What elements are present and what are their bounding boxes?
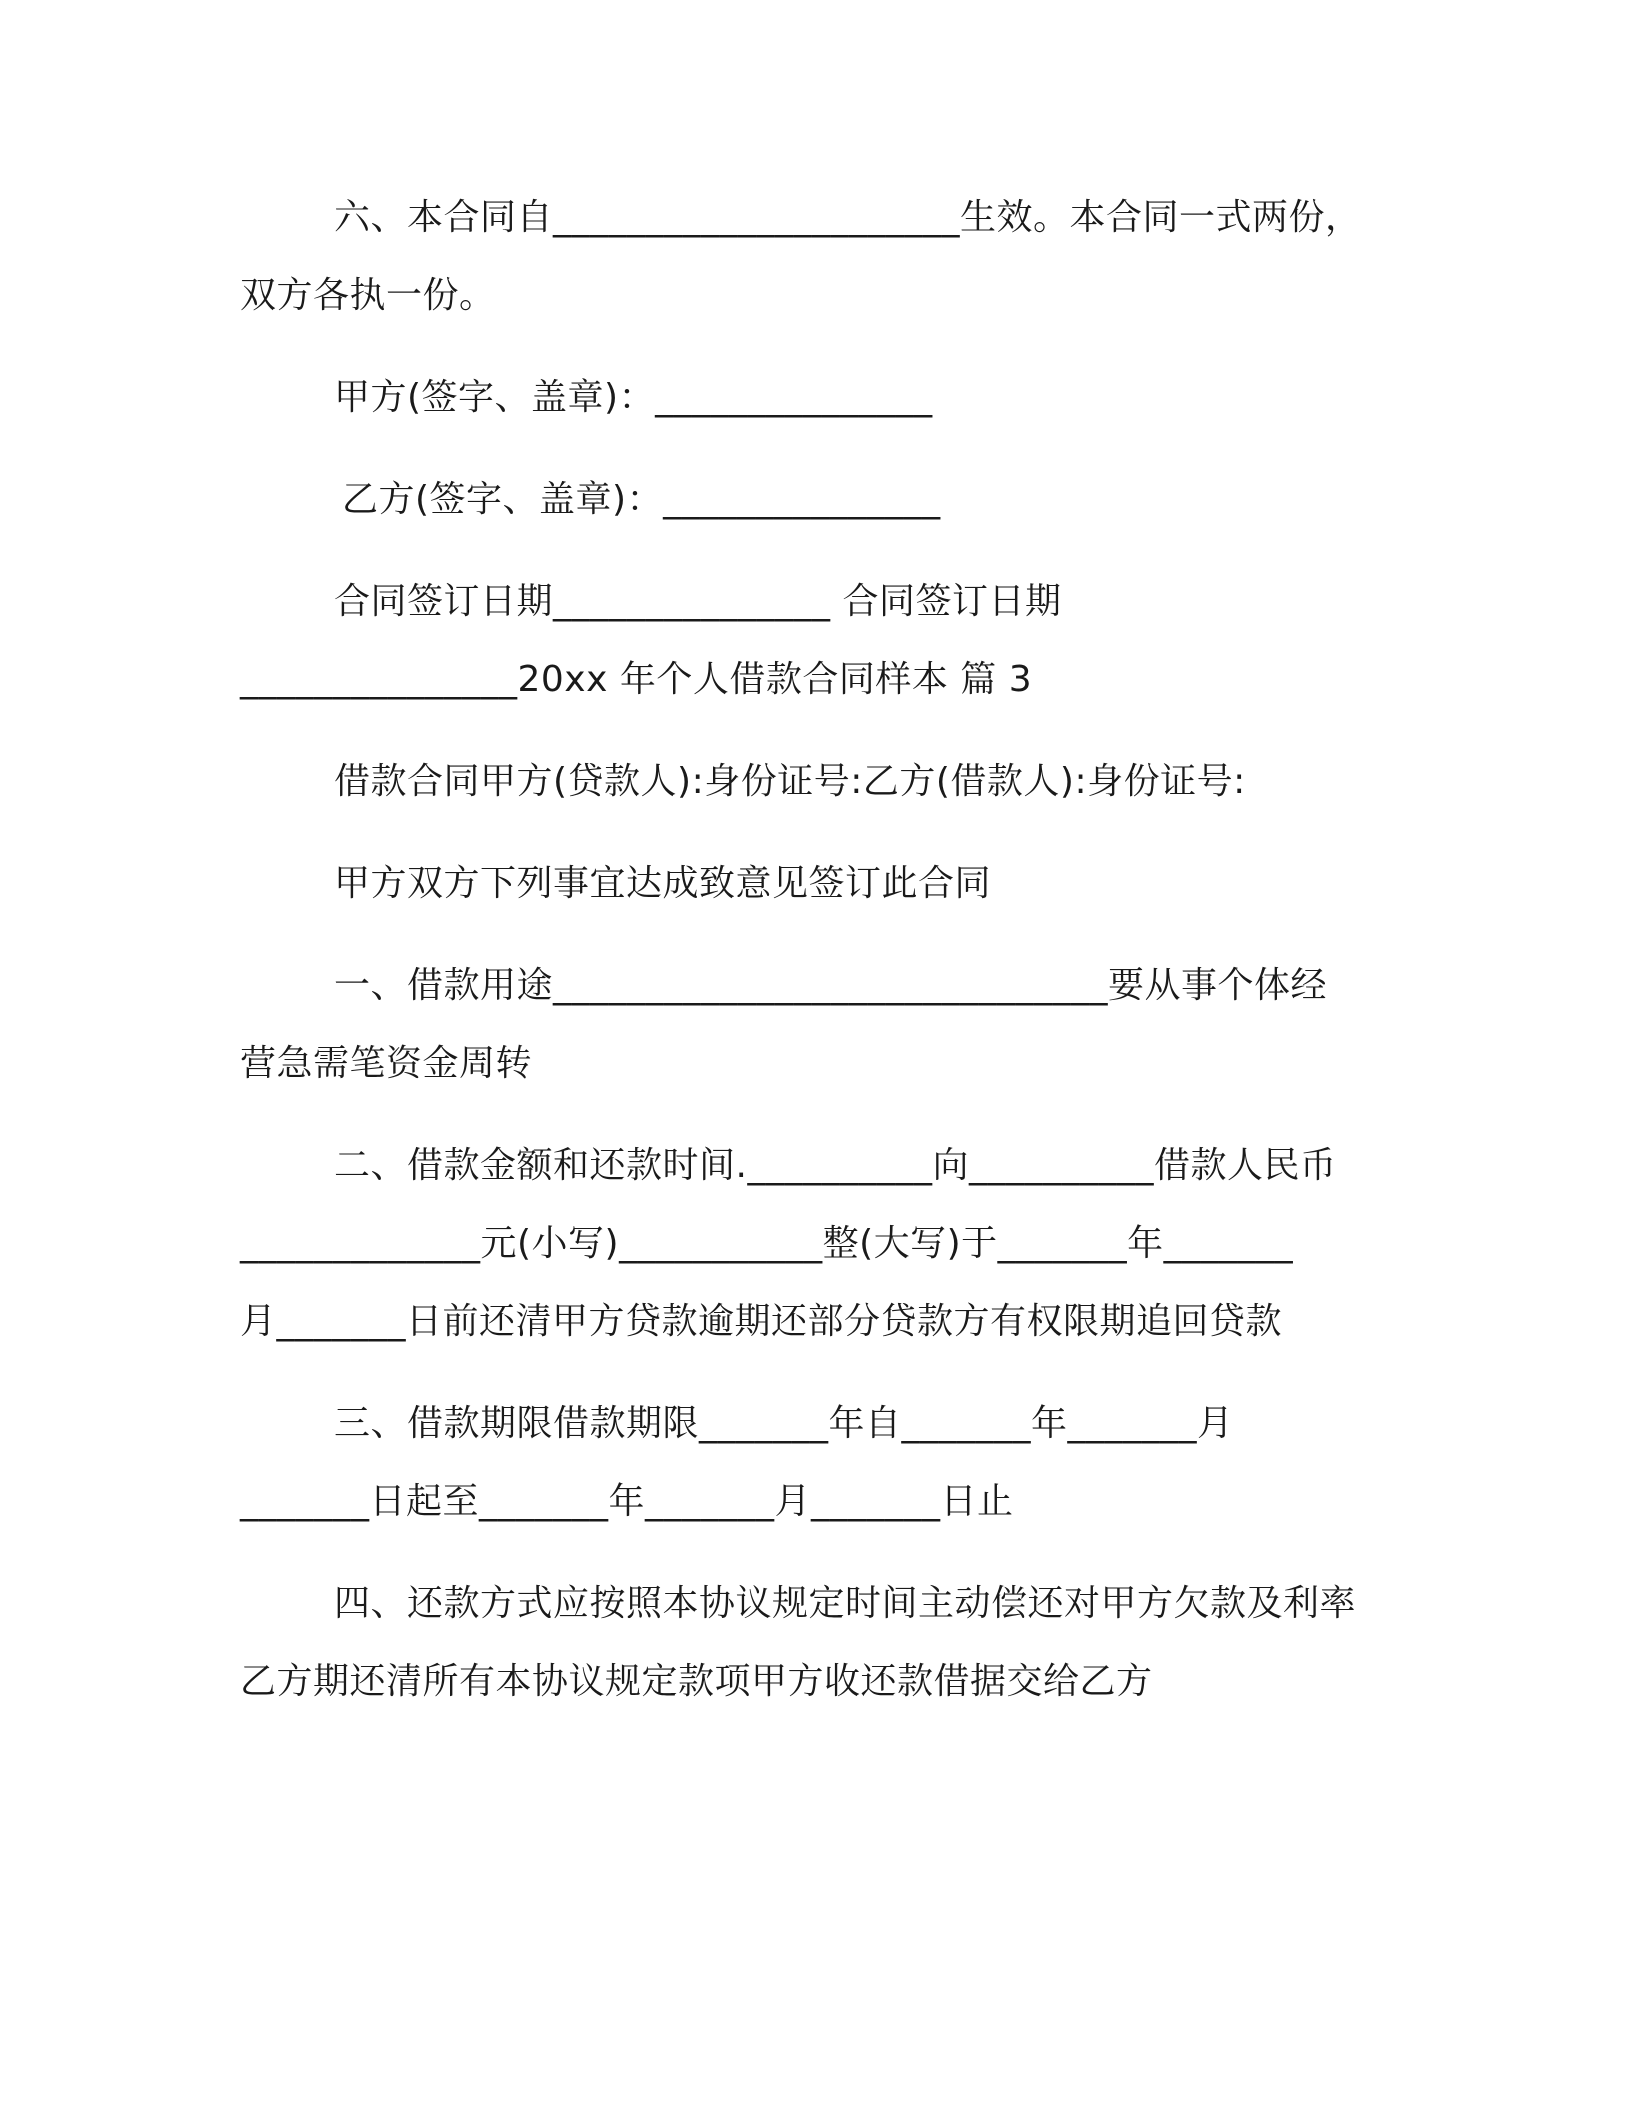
contract-sample-heading: _______________20xx 年个人借款合同样本 篇 3 bbox=[240, 659, 1033, 700]
clause-three-line-1: 三、借款期限借款期限_______年自_______年_______月 bbox=[334, 1403, 1234, 1444]
party-a-signature: 甲方(签字、盖章)：_______________ bbox=[334, 377, 933, 418]
clause-three-line-2: _______日起至_______年_______月_______日止 bbox=[240, 1481, 1014, 1522]
clause-six-line-2: 双方各执一份。 bbox=[240, 275, 496, 316]
signing-date-line: 合同签订日期_______________ 合同签订日期 bbox=[334, 581, 1062, 622]
agreement-intro: 甲方双方下列事宜达成致意见签订此合同 bbox=[334, 863, 992, 904]
clause-one-line-2: 营急需笔资金周转 bbox=[240, 1043, 533, 1084]
clause-six-line-1: 六、本合同自______________________生效。本合同一式两份， bbox=[334, 197, 1362, 238]
clause-two-line-3: 月_______日前还清甲方贷款逾期还部分贷款方有权限期追回贷款 bbox=[240, 1301, 1283, 1342]
clause-one-line-1: 一、借款用途______________________________要从事个体经 bbox=[334, 965, 1328, 1006]
party-b-signature: 乙方(签字、盖章)：_______________ bbox=[342, 479, 941, 520]
clause-two-line-2: _____________元(小写)___________整(大写)于_______年_______ bbox=[240, 1223, 1294, 1264]
clause-four-line-2: 乙方期还清所有本协议规定款项甲方收还款借据交给乙方 bbox=[240, 1661, 1153, 1702]
clause-four-line-1: 四、还款方式应按照本协议规定时间主动偿还对甲方欠款及利率 bbox=[334, 1583, 1357, 1624]
parties-id-line: 借款合同甲方(贷款人):身份证号:乙方(借款人):身份证号: bbox=[334, 761, 1246, 802]
clause-two-line-1: 二、借款金额和还款时间.__________向__________借款人民币 bbox=[334, 1145, 1337, 1186]
